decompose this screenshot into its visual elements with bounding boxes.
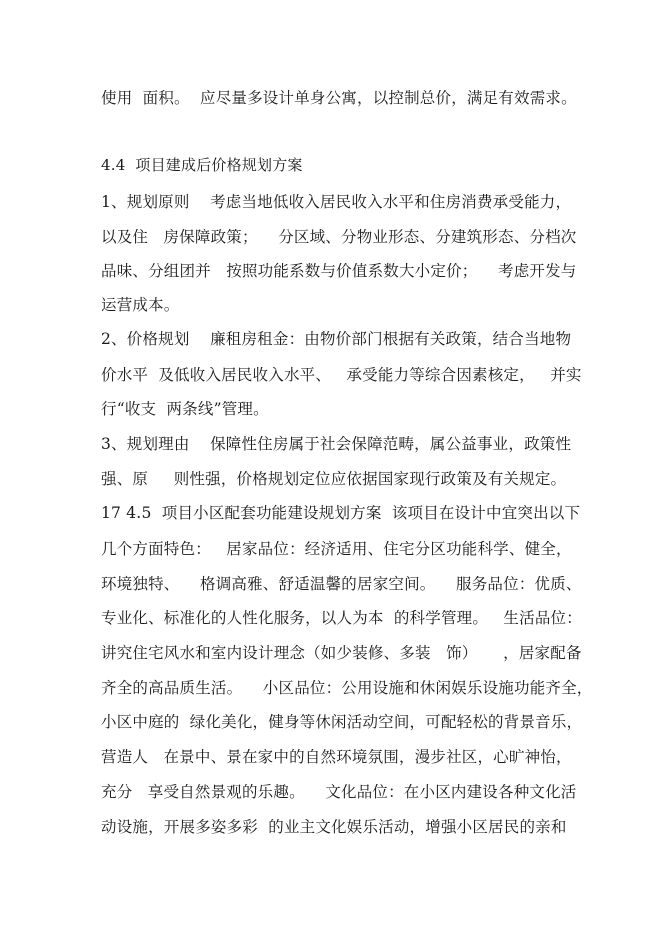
text-line: 2、价格规划 廉租房租金：由物价部门根据有关政策，结合当地物 <box>101 330 572 348</box>
text-line: 价水平 及低收入居民收入水平、 承受能力等综合因素核定， 并实 <box>101 366 582 384</box>
text-line: 环境独特、 格调高雅、舒适温馨的居家空间。 服务品位：优质、 <box>101 575 582 593</box>
text-line: 强、原 则性强，价格规划定位应依据国家现行政策及有关规定。 <box>101 470 567 488</box>
text-line: 营造人 在景中、景在家中的自然环境氛围，漫步社区，心旷神怡， <box>101 748 572 766</box>
text-line: 以及住 房保障政策； 分区域、分物业形态、分建筑形态、分档次 <box>101 228 577 246</box>
text-line: 17 4.5 项目小区配套功能建设规划方案 该项目在设计中宜突出以下 <box>101 504 581 522</box>
text-line: 使用 面积。 应尽量多设计单身公寓，以控制总价，满足有效需求。 <box>101 89 577 107</box>
text-line: 充分 享受自然景观的乐趣。 文化品位：在小区内建设各种文化活 <box>101 783 577 801</box>
text-line: 动设施，开展多姿多彩 的业主文化娱乐活动，增强小区居民的亲和 <box>101 818 567 836</box>
text-line: 1、规划原则 考虑当地低收入居民收入水平和住房消费承受能力， <box>101 193 572 211</box>
text-line: 讲究住宅风水和室内设计理念（如少装修、多装 饰） ，居家配备 <box>101 644 582 662</box>
text-line: 品味、分组团并 按照功能系数与价值系数大小定价； 考虑开发与 <box>101 262 577 280</box>
text-line: 几个方面特色： 居家品位：经济适用、住宅分区功能科学、健全， <box>101 540 572 558</box>
section-heading: 4.4 项目建成后价格规划方案 <box>101 156 303 174</box>
text-line: 齐全的高品质生活。 小区品位：公用设施和休闲娱乐设施功能齐全， <box>101 679 593 697</box>
text-line: 3、规划理由 保障性住房属于社会保障范畴，属公益事业，政策性 <box>101 435 572 453</box>
text-line: 行“收支 两条线”管理。 <box>101 400 269 418</box>
text-line: 专业化、标准化的人性化服务，以人为本 的科学管理。 生活品位： <box>101 609 582 627</box>
text-line: 小区中庭的 绿化美化，健身等休闲活动空间，可配轻松的背景音乐， <box>101 713 583 731</box>
text-line: 运营成本。 <box>101 296 180 314</box>
